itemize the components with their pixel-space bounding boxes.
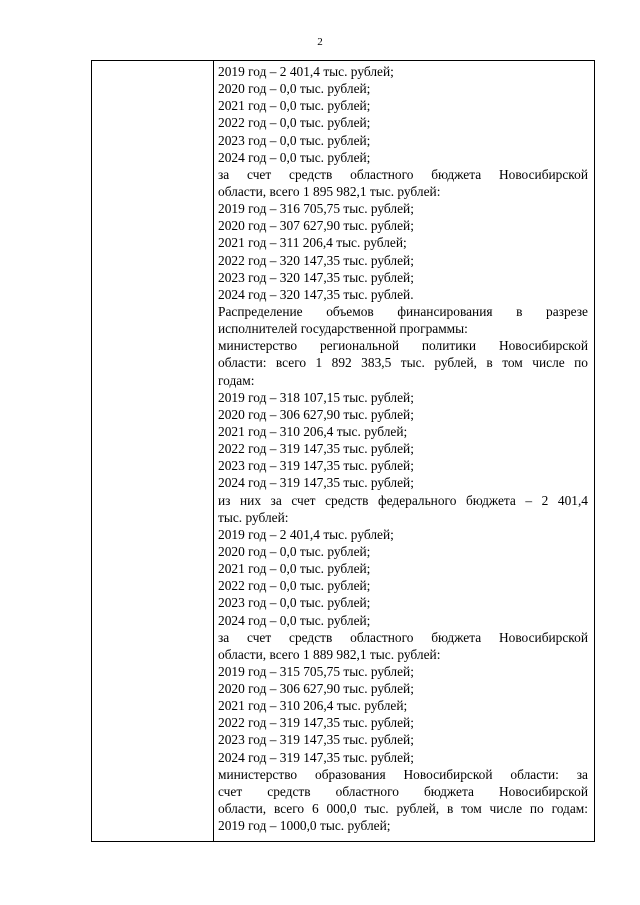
text-line: 2019 год – 318 107,15 тыс. рублей; [218, 389, 414, 405]
text-line: министерство образования Новосибирской области: за [218, 766, 588, 782]
text-line: 2022 год – 319 147,35 тыс. рублей; [218, 441, 414, 457]
text-line: 2022 год – 0,0 тыс. рублей; [218, 578, 371, 594]
text-line: 2020 год – 0,0 тыс. рублей; [218, 81, 371, 97]
text-line: 2023 год – 319 147,35 тыс. рублей; [218, 458, 414, 474]
text-line: 2019 год – 315 705,75 тыс. рублей; [218, 663, 414, 679]
text-line: 2021 год – 310 206,4 тыс. рублей; [218, 698, 408, 714]
text-line: годам: [218, 372, 255, 388]
text-line: области: всего 1 892 383,5 тыс. рублей, в том числе по [218, 355, 588, 371]
text-line: 2020 год – 306 627,90 тыс. рублей; [218, 406, 414, 422]
text-line: 2023 год – 0,0 тыс. рублей; [218, 595, 371, 611]
text-line: 2023 год – 0,0 тыс. рублей; [218, 132, 371, 148]
text-line: за счет средств областного бюджета Новосибирской [218, 166, 588, 182]
text-line: 2019 год – 316 705,75 тыс. рублей; [218, 201, 414, 217]
text-line: из них за счет средств федерального бюджета – 2 401,4 [218, 492, 588, 508]
text-line: Распределение объемов финансирования в разрезе [218, 303, 588, 319]
text-line: 2024 год – 320 147,35 тыс. рублей. [218, 286, 414, 302]
text-line: 2024 год – 319 147,35 тыс. рублей; [218, 475, 414, 491]
text-line: 2024 год – 319 147,35 тыс. рублей; [218, 749, 414, 765]
text-line: 2023 год – 319 147,35 тыс. рублей; [218, 732, 414, 748]
page-number: 2 [317, 36, 323, 48]
text-line: области, всего 6 000,0 тыс. рублей, в том числе по годам: [218, 801, 588, 817]
text-line: счет средств областного бюджета Новосибирской [218, 783, 588, 799]
text-line: 2021 год – 0,0 тыс. рублей; [218, 561, 371, 577]
text-line: 2019 год – 2 401,4 тыс. рублей; [218, 64, 394, 79]
text-line: 2021 год – 0,0 тыс. рублей; [218, 98, 371, 114]
text-line: исполнителей государственной программы: [218, 321, 468, 337]
funding-table [91, 60, 595, 842]
text-line: 2019 год – 1000,0 тыс. рублей; [218, 818, 391, 834]
text-line: 2020 год – 0,0 тыс. рублей; [218, 543, 371, 559]
funding-text-cell [218, 63, 588, 834]
text-line: 2021 год – 311 206,4 тыс. рублей; [218, 235, 407, 251]
text-line: области, всего 1 889 982,1 тыс. рублей: [218, 646, 441, 662]
text-line: 2024 год – 0,0 тыс. рублей; [218, 149, 371, 165]
text-line: 2020 год – 307 627,90 тыс. рублей; [218, 218, 414, 234]
text-line: 2022 год – 320 147,35 тыс. рублей; [218, 252, 414, 268]
text-line: 2022 год – 319 147,35 тыс. рублей; [218, 715, 414, 731]
text-line: области, всего 1 895 982,1 тыс. рублей: [218, 183, 441, 199]
text-line: 2023 год – 320 147,35 тыс. рублей; [218, 269, 414, 285]
text-line: тыс. рублей: [218, 509, 289, 525]
text-line: министерство региональной политики Новосибирской [218, 338, 588, 354]
text-line: за счет средств областного бюджета Новосибирской [218, 629, 588, 645]
text-line: 2022 год – 0,0 тыс. рублей; [218, 115, 371, 131]
text-line: 2024 год – 0,0 тыс. рублей; [218, 612, 371, 628]
column-divider [213, 61, 214, 841]
text-line: 2021 год – 310 206,4 тыс. рублей; [218, 423, 408, 439]
text-line: 2020 год – 306 627,90 тыс. рублей; [218, 681, 414, 697]
text-line: 2019 год – 2 401,4 тыс. рублей; [218, 526, 394, 542]
